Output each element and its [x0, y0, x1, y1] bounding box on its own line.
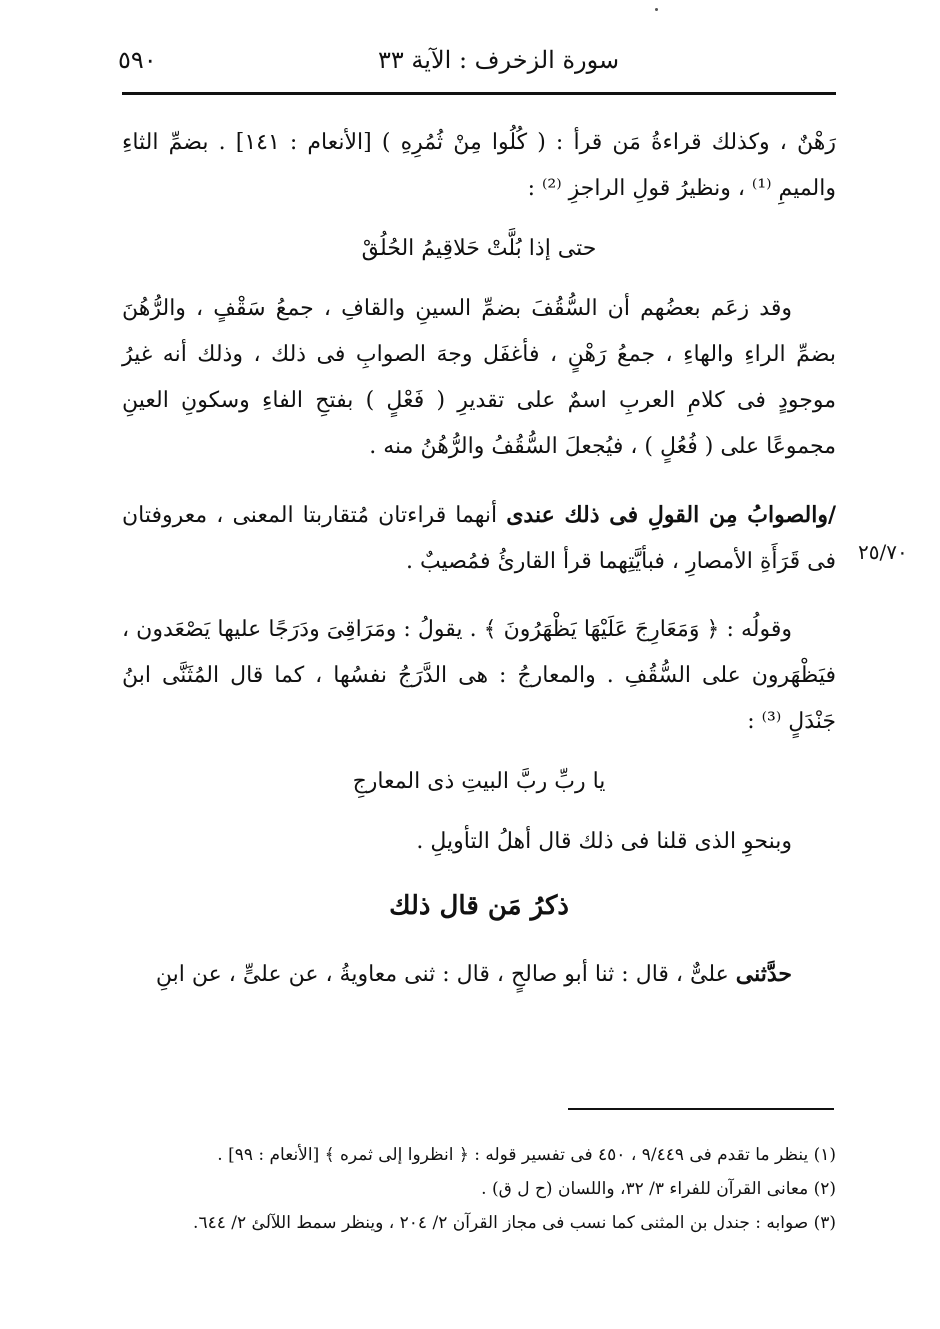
page-number: ٥٩٠ — [118, 46, 157, 74]
running-title: سورة الزخرف : الآية ٣٣ — [378, 46, 620, 74]
paragraph-1: رَهْنٌ ، وكذلك قراءةُ مَن قرأ : ( كُلُوا مِنْ ثُمُرِهِ ) [الأنعام : ١٤١] . بضمِّ الثاءِ والميمِ ⁽¹⁾ ، ونظيرُ قولِ الراجزِ ⁽²⁾ : — [122, 130, 837, 201]
footnote-2: (٢) معانى القرآن للفراء ٣/ ٣٢، واللسان (ح ل ق) . — [481, 1179, 836, 1199]
footnote-3: (٣) صوابه : جندل بن المثنى كما نسب فى مجاز القرآن ٢/ ٢٠٤ ، وينظر سمط اللآلئ ٢/ ٦٤٤. — [193, 1213, 836, 1233]
verse-line-2: يا ربِّ ربَّ البيتِ ذى المعارجِ — [352, 769, 606, 794]
footnotes — [150, 1138, 836, 1240]
paragraph-6 — [122, 951, 836, 998]
paragraph-3 — [122, 492, 836, 585]
margin-reference: ٢٥/٧٠ — [858, 540, 908, 564]
main-text — [122, 120, 836, 998]
scan-speck — [655, 8, 658, 11]
paragraph-6-text: علىٌّ ، قال : ثنا أبو صالحٍ ، قال : ثنى معاويةُ ، عن علىٍّ ، عن ابنِ — [155, 962, 736, 987]
paragraph-6-lead: حدَّثنى — [735, 961, 792, 987]
page-header — [118, 40, 836, 90]
footnote-1: (١) ينظر ما تقدم فى ٩/٤٤٩ ، ٤٥٠ فى تفسير قوله : ﴿ انظروا إلى ثمره ﴾ [الأنعام : ٩٩] . — [217, 1145, 836, 1165]
section-heading: ذكرُ مَن قال ذلك — [389, 891, 569, 921]
paragraph-5: وبنحوِ الذى قلنا فى ذلك قال أهلُ التأويلِ . — [416, 829, 792, 854]
paragraph-4: وقولُه : ﴿ وَمَعَارِجَ عَلَيْهَا يَظْهَرُونَ ﴾ . يقولُ : ومَرَاقِىَ ودَرَجًا عليها يَصْعَدون ، فيَظْهَرون على السُّقُفِ . والمعارجُ : هى الدَّرَجُ نفسُها ، كما قال المُثَنَّى ابنُ جَنْدَلٍ ⁽³⁾ : — [122, 617, 836, 734]
paragraph-2: وقد زعَم بعضُهم أن السُّقُفَ بضمِّ السينِ والقافِ ، جمعُ سَقْفٍ ، والرُّهُنَ بضمِّ الراءِ والهاءِ ، جمعُ رَهْنٍ ، فأغفَل وجهَ الصوابِ فى ذلك ، وذلك أنه غيرُ موجودٍ فى كلامِ العربِ اسمٌ على تقديرِ ( فَعْلٍ ) بفتحِ الفاءِ وسكونِ العينِ مجموعًا على ( فُعُلٍ ) ، فيُجعلَ السُّقُفُ والرُّهُنُ منه . — [122, 296, 836, 459]
verse-line-1: حتى إذا بُلَّتْ حَلاقِيمُ الحُلُقْ — [361, 236, 597, 261]
paragraph-3-lead: /والصوابُ مِن القولِ فى ذلك عندى — [506, 502, 836, 528]
footnote-rule — [568, 1108, 834, 1110]
header-rule — [122, 92, 836, 95]
paragraph-3-text: أنهما قراءتان مُتقاربتا المعنى ، معروفتان فى قَرَأَةِ الأمصارِ ، فبأيَّتِهما قرأ القارئُ فمُصيبٌ . — [122, 503, 836, 574]
